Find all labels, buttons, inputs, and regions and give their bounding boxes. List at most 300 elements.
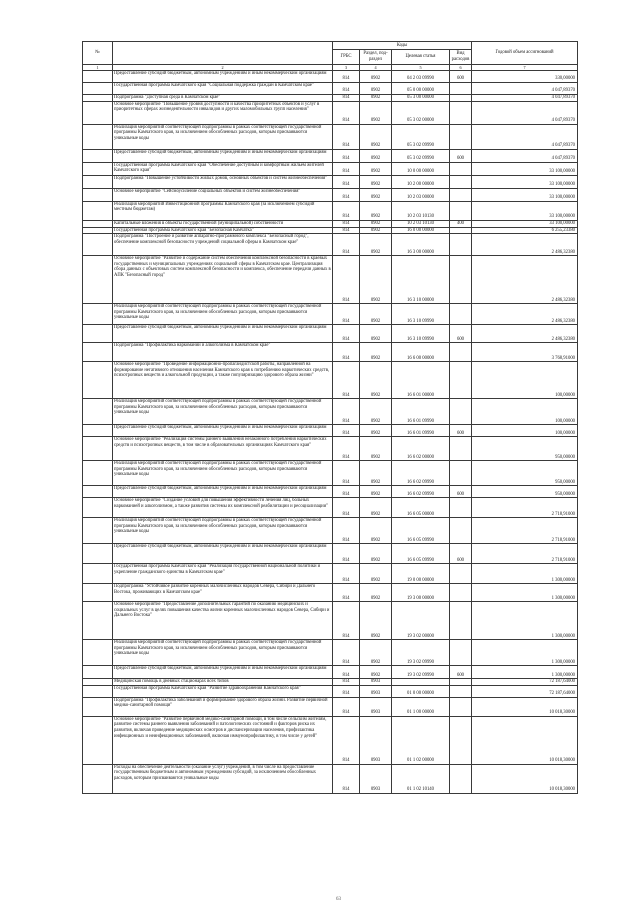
cell-amount: 950,00000: [472, 486, 578, 498]
table-row: [83, 461, 578, 486]
cell-grbs: 814: [333, 227, 360, 234]
header-amount: Годовой объем ассигнований: [472, 42, 578, 65]
cell-expense-type: [450, 716, 472, 764]
cell-grbs: 814: [333, 679, 360, 686]
cell-num: [83, 188, 113, 201]
cell-name: Государственная программа Камчатского края "Обеспечение доступным и комфортным жильем жителей Камчатского края": [113, 162, 333, 175]
cell-amount: 10 018,30000: [472, 716, 578, 764]
cell-target-article: 19 3 02 00000: [392, 602, 450, 640]
header-num: №: [83, 42, 113, 65]
cell-razdel: 0902: [360, 486, 392, 498]
cell-target-article: 16 6 02 09990: [392, 486, 450, 498]
cell-name: Основное мероприятие "Развитие первичной медико-санитарной помощи, в том числе сельским жителям, развитие системы раннего выявления заболеваний и патологических состояний и факторов риска их развития, включая проведение медицинских осмотров и диспансеризации населения, профилактика инфекционных и неинфекционных заболеваний, включая иммунопрофилактику, в том числе у детей": [113, 716, 333, 764]
cell-razdel: 0902: [360, 498, 392, 518]
cell-expense-type: [450, 188, 472, 201]
cell-name: Предоставление субсидий бюджетным, автономным учреждениям и иным некоммерческим организациям: [113, 425, 333, 437]
cell-num: [83, 71, 113, 83]
header-vid: Вид расходов: [450, 50, 472, 65]
cell-amount: 1 300,00000: [472, 666, 578, 679]
cell-grbs: 814: [333, 325, 360, 343]
cell-razdel: 0902: [360, 227, 392, 234]
cell-razdel: 0902: [360, 71, 392, 83]
cell-expense-type: 600: [450, 71, 472, 83]
cell-num: [83, 220, 113, 227]
cell-target-article: 16 6 00 00000: [392, 343, 450, 362]
cell-amount: 72 187,64000: [472, 685, 578, 697]
table-row: [83, 486, 578, 498]
cell-amount: 4 047,89370: [472, 149, 578, 162]
table-row: [83, 602, 578, 640]
cell-name: Предоставление субсидий бюджетным, автономным учреждениям и иным некоммерческим организациям: [113, 486, 333, 498]
cell-grbs: 814: [333, 83, 360, 95]
table-row: [83, 201, 578, 220]
col-number: 1: [83, 65, 113, 71]
cell-name: Предоставление субсидий бюджетным, автономным учреждениям и иным некоммерческим организациям: [113, 325, 333, 343]
cell-grbs: 814: [333, 716, 360, 764]
cell-expense-type: [450, 399, 472, 425]
cell-name: Основное мероприятие "Развитие и содержание систем обеспечения комплексной безопасности в краевых государственных и муниципальных учреждениях социальной сферы в Камчатском крае. Централизация сбора данных с объектовых систем комплексной безопасности и комплекса, обеспечение передачи данных в АПК "Безопасный город": [113, 256, 333, 304]
cell-razdel: 0903: [360, 685, 392, 697]
cell-razdel: 0902: [360, 602, 392, 640]
budget-table: [82, 41, 578, 794]
cell-target-article: 16 6 05 09990: [392, 518, 450, 544]
cell-num: [83, 437, 113, 461]
cell-amount: 100,00000: [472, 399, 578, 425]
cell-expense-type: [450, 679, 472, 686]
cell-target-article: 10 2 03 10130: [392, 201, 450, 220]
cell-target-article: 01 1 02 00000: [392, 716, 450, 764]
cell-razdel: 0902: [360, 362, 392, 399]
cell-target-article: 16 6 05 09990: [392, 544, 450, 564]
cell-target-article: 16 3 00 00000: [392, 234, 450, 256]
cell-razdel: 0902: [360, 461, 392, 486]
cell-target-article: 16 6 02 09990: [392, 461, 450, 486]
table-row: [83, 764, 578, 793]
table-row: [83, 425, 578, 437]
cell-razdel: 0903: [360, 679, 392, 686]
col-number: 4: [360, 65, 392, 71]
table-row: [83, 220, 578, 227]
table-row: [83, 640, 578, 666]
cell-amount: 1 300,00000: [472, 640, 578, 666]
table-row: [83, 362, 578, 399]
cell-grbs: 814: [333, 437, 360, 461]
cell-grbs: 814: [333, 162, 360, 175]
header-grbs: ГРБС: [333, 50, 360, 65]
cell-amount: 950,00000: [472, 437, 578, 461]
cell-expense-type: [450, 95, 472, 102]
cell-grbs: 814: [333, 584, 360, 602]
cell-name: Подпрограмма "Повышение устойчивости жилых домов, основных объектов и систем жизнеобеспечения": [113, 175, 333, 188]
cell-grbs: 814: [333, 175, 360, 188]
cell-name: Реализация мероприятий соответствующей подпрограммы в рамках соответствующей государственной программы Камчатского края, за исключением обособленных расходов, которым присваиваются уникальные коды: [113, 399, 333, 425]
cell-grbs: 814: [333, 518, 360, 544]
table-row: [83, 234, 578, 256]
table-row: [83, 188, 578, 201]
cell-amount: 2 486,32380: [472, 325, 578, 343]
cell-target-article: 10 2 03 00000: [392, 188, 450, 201]
cell-num: [83, 666, 113, 679]
cell-name: Подпрограмма "Доступная среда в Камчатском крае": [113, 95, 333, 102]
cell-expense-type: [450, 584, 472, 602]
cell-num: [83, 362, 113, 399]
cell-num: [83, 201, 113, 220]
col-number: 2: [113, 65, 333, 71]
cell-name: Основное мероприятие "Проведение информационно-пропагандистской работы, направленной на формирование негативного отношения населения Камчатского края к потреблению наркотических средств, психотропных веществ и алкогольной продукции, а также популяризацию здорового образа жизни": [113, 362, 333, 399]
cell-razdel: 0902: [360, 425, 392, 437]
cell-grbs: 814: [333, 425, 360, 437]
cell-amount: 950,00000: [472, 461, 578, 486]
cell-grbs: 814: [333, 362, 360, 399]
cell-target-article: 16 6 02 00000: [392, 437, 450, 461]
cell-amount: 6 255,23380: [472, 227, 578, 234]
table-row: [83, 498, 578, 518]
cell-target-article: 16 0 00 00000: [392, 227, 450, 234]
cell-expense-type: [450, 640, 472, 666]
cell-amount: 3 768,91000: [472, 343, 578, 362]
cell-expense-type: [450, 697, 472, 716]
cell-amount: 4 047,89370: [472, 101, 578, 124]
cell-amount: 33 100,00000: [472, 175, 578, 188]
cell-grbs: 814: [333, 697, 360, 716]
table-row: [83, 437, 578, 461]
cell-razdel: 0902: [360, 124, 392, 149]
cell-num: [83, 685, 113, 697]
cell-amount: 4 047,89370: [472, 124, 578, 149]
cell-num: [83, 325, 113, 343]
cell-expense-type: [450, 304, 472, 325]
table-body: [83, 71, 578, 794]
cell-num: [83, 95, 113, 102]
cell-target-article: 19 0 00 00000: [392, 564, 450, 584]
cell-grbs: 814: [333, 149, 360, 162]
cell-num: [83, 234, 113, 256]
cell-razdel: 0902: [360, 175, 392, 188]
cell-expense-type: 600: [450, 149, 472, 162]
col-number: 3: [333, 65, 360, 71]
cell-target-article: 16 6 01 09990: [392, 425, 450, 437]
cell-grbs: 814: [333, 399, 360, 425]
table-row: [83, 685, 578, 697]
cell-amount: 10 018,30000: [472, 764, 578, 793]
cell-target-article: 01 1 02 10140: [392, 764, 450, 793]
cell-num: [83, 564, 113, 584]
cell-razdel: 0902: [360, 162, 392, 175]
cell-target-article: 16 6 05 00000: [392, 498, 450, 518]
cell-num: [83, 461, 113, 486]
cell-grbs: 814: [333, 602, 360, 640]
cell-num: [83, 304, 113, 325]
cell-target-article: 01 1 00 00000: [392, 697, 450, 716]
cell-amount: 2 486,32380: [472, 256, 578, 304]
header-name: [113, 42, 333, 65]
cell-target-article: 16 3 10 00000: [392, 256, 450, 304]
cell-grbs: 814: [333, 343, 360, 362]
cell-num: [83, 602, 113, 640]
cell-razdel: 0902: [360, 83, 392, 95]
cell-grbs: 814: [333, 201, 360, 220]
cell-target-article: 16 3 10 09990: [392, 304, 450, 325]
cell-name: Подпрограмма "Профилактика заболеваний и формирование здорового образа жизни. Развитие первичной медико-санитарной помощи": [113, 697, 333, 716]
table-row: [83, 256, 578, 304]
cell-grbs: 814: [333, 685, 360, 697]
cell-target-article: 10 0 00 00000: [392, 162, 450, 175]
header-celevaya: Целевая статья: [392, 50, 450, 65]
cell-expense-type: [450, 518, 472, 544]
cell-num: [83, 149, 113, 162]
cell-target-article: 16 3 10 09990: [392, 325, 450, 343]
table-row: [83, 83, 578, 95]
cell-expense-type: [450, 227, 472, 234]
cell-expense-type: 400: [450, 220, 472, 227]
cell-expense-type: [450, 162, 472, 175]
cell-name: Предоставление субсидий бюджетным, автономным учреждениям и иным некоммерческим организациям: [113, 666, 333, 679]
cell-name: Медицинская помощь в дневных стационарах всех типов: [113, 679, 333, 686]
cell-num: [83, 399, 113, 425]
header-codes-group: Коды: [333, 42, 472, 50]
cell-num: [83, 518, 113, 544]
cell-num: [83, 486, 113, 498]
cell-grbs: 814: [333, 220, 360, 227]
table-row: [83, 71, 578, 83]
cell-amount: 33 100,00000: [472, 188, 578, 201]
page-footer-mark: 63: [336, 897, 341, 902]
cell-name: Основное мероприятие "Повышение уровня доступности и качества приоритетных объектов и услуг в приоритетных сферах жизнедеятельности инвалидов и других маломобильных групп населения": [113, 101, 333, 124]
cell-expense-type: [450, 343, 472, 362]
cell-expense-type: [450, 685, 472, 697]
table-row: [83, 101, 578, 124]
cell-name: Основное мероприятие "Предоставление дополнительных гарантий по оказанию медицинских и социальных услуг в целях повышения качества жизни коренных малочисленных народов Севера, Сибири и Дальнего Востока": [113, 602, 333, 640]
cell-razdel: 0902: [360, 399, 392, 425]
cell-grbs: 814: [333, 188, 360, 201]
cell-amount: 2 486,32380: [472, 234, 578, 256]
col-number: 6: [450, 65, 472, 71]
cell-target-article: 04 2 03 09990: [392, 71, 450, 83]
table-row: [83, 716, 578, 764]
cell-target-article: 16 6 01 09990: [392, 399, 450, 425]
cell-expense-type: 600: [450, 425, 472, 437]
table-row: [83, 162, 578, 175]
cell-grbs: 814: [333, 461, 360, 486]
cell-razdel: 0902: [360, 220, 392, 227]
cell-grbs: 814: [333, 564, 360, 584]
cell-razdel: 0902: [360, 101, 392, 124]
cell-amount: 33 100,00000: [472, 162, 578, 175]
table-row: [83, 149, 578, 162]
cell-razdel: 0902: [360, 437, 392, 461]
cell-razdel: 0903: [360, 697, 392, 716]
cell-num: [83, 343, 113, 362]
cell-amount: 1 300,00000: [472, 584, 578, 602]
cell-razdel: 0902: [360, 256, 392, 304]
cell-name: Государственная программа Камчатского края "Безопасная Камчатка": [113, 227, 333, 234]
cell-num: [83, 498, 113, 518]
cell-name: Государственная программа Камчатского края "Реализация государственной национальной политики и укрепление гражданского единства в Камчатском крае": [113, 564, 333, 584]
cell-amount: 2 718,91000: [472, 498, 578, 518]
table-row: [83, 666, 578, 679]
cell-name: Расходы на обеспечение деятельности (оказание услуг) учреждений, в том числе на предоставление государственным бюджетным и автономным учреждениям субсидий, за исключением обособленных расходов, которым присваиваются уникальные коды: [113, 764, 333, 793]
cell-num: [83, 83, 113, 95]
cell-num: [83, 716, 113, 764]
cell-target-article: 05 3 02 09990: [392, 124, 450, 149]
cell-razdel: 0902: [360, 234, 392, 256]
table-row: [83, 697, 578, 716]
cell-expense-type: 600: [450, 544, 472, 564]
cell-target-article: 19 3 02 09990: [392, 640, 450, 666]
cell-razdel: 0902: [360, 149, 392, 162]
cell-expense-type: [450, 437, 472, 461]
cell-name: Основное мероприятие "Создание условий для повышения эффективности лечения лиц, больных наркоманией и алкоголизмом, а также развития системы их комплексной реабилитации и ресоциализации": [113, 498, 333, 518]
cell-amount: 2 718,91000: [472, 518, 578, 544]
cell-grbs: 814: [333, 544, 360, 564]
cell-expense-type: [450, 201, 472, 220]
cell-expense-type: 600: [450, 325, 472, 343]
cell-num: [83, 640, 113, 666]
cell-grbs: 814: [333, 486, 360, 498]
cell-grbs: 814: [333, 124, 360, 149]
table-row: [83, 175, 578, 188]
cell-name: Реализация мероприятий соответствующей подпрограммы в рамках соответствующей государственной программы Камчатского края, за исключением обособленных расходов, которым присваиваются уникальные коды: [113, 461, 333, 486]
cell-name: Реализация мероприятий соответствующей подпрограммы в рамках соответствующей государственной программы Камчатского края, за исключением обособленных расходов, которым присваиваются уникальные коды: [113, 124, 333, 149]
table-row: [83, 544, 578, 564]
cell-num: [83, 425, 113, 437]
cell-name: Предоставление субсидий бюджетным, автономным учреждениям и иным некоммерческим организациям: [113, 149, 333, 162]
cell-target-article: 01 0 00 00000: [392, 685, 450, 697]
cell-num: [83, 175, 113, 188]
cell-grbs: 814: [333, 666, 360, 679]
cell-target-article: 10 2 03 10130: [392, 220, 450, 227]
cell-amount: 10 018,30000: [472, 697, 578, 716]
cell-num: [83, 256, 113, 304]
cell-grbs: 814: [333, 498, 360, 518]
cell-amount: 4 047,89370: [472, 83, 578, 95]
cell-grbs: 814: [333, 640, 360, 666]
cell-expense-type: [450, 175, 472, 188]
cell-razdel: 0902: [360, 564, 392, 584]
cell-name: Реализация мероприятий соответствующей подпрограммы в рамках соответствующей государственной программы Камчатского края, за исключением обособленных расходов, которым присваиваются уникальные коды: [113, 640, 333, 666]
cell-razdel: 0902: [360, 201, 392, 220]
cell-grbs: 814: [333, 71, 360, 83]
cell-name: Капитальные вложения в объекты государственной (муниципальной) собственности: [113, 220, 333, 227]
table-row: [83, 343, 578, 362]
cell-target-article: 05 3 00 00000: [392, 95, 450, 102]
cell-expense-type: [450, 101, 472, 124]
table-row: [83, 518, 578, 544]
cell-target-article: [392, 679, 450, 686]
cell-num: [83, 544, 113, 564]
cell-grbs: 814: [333, 101, 360, 124]
table-row: [83, 679, 578, 686]
cell-num: [83, 101, 113, 124]
cell-expense-type: [450, 256, 472, 304]
cell-name: Подпрограмма "Профилактика наркомании и алкоголизма в Камчатском крае": [113, 343, 333, 362]
cell-razdel: 0902: [360, 518, 392, 544]
cell-target-article: 05 0 00 00000: [392, 83, 450, 95]
cell-razdel: 0903: [360, 716, 392, 764]
cell-name: Реализация мероприятий соответствующей подпрограммы в рамках соответствующей государственной программы Камчатского края, за исключением обособленных расходов, которым присваиваются уникальные коды: [113, 304, 333, 325]
cell-razdel: 0903: [360, 764, 392, 793]
table-row: [83, 399, 578, 425]
cell-grbs: 814: [333, 234, 360, 256]
cell-name: Основное мероприятие "Реализация системы раннего выявления незаконного потребления наркотических средств и психотропных веществ, в том числе в образовательных организациях Камчатского края": [113, 437, 333, 461]
cell-expense-type: [450, 602, 472, 640]
header-razdel: Раздел, под-раздел: [360, 50, 392, 65]
cell-num: [83, 679, 113, 686]
cell-grbs: 814: [333, 95, 360, 102]
cell-target-article: 05 3 02 09990: [392, 149, 450, 162]
cell-num: [83, 124, 113, 149]
cell-name: Основное мероприятие "Сейсмоусиление социальных объектов и систем жизнеобеспечения": [113, 188, 333, 201]
cell-amount: 100,00000: [472, 425, 578, 437]
cell-amount: 4 047,89370: [472, 95, 578, 102]
cell-num: [83, 764, 113, 793]
cell-name: Государственная программа Камчатского края "Развитие здравоохранения Камчатского края": [113, 685, 333, 697]
cell-razdel: 0902: [360, 584, 392, 602]
cell-name: Реализация мероприятий соответствующей подпрограммы в рамках соответствующей государственной программы Камчатского края, за исключением обособленных расходов, которым присваиваются уникальные коды: [113, 518, 333, 544]
cell-amount: 33 100,00000: [472, 220, 578, 227]
cell-expense-type: 600: [450, 666, 472, 679]
cell-razdel: 0902: [360, 544, 392, 564]
col-number: 5: [392, 65, 450, 71]
cell-amount: 330,00000: [472, 71, 578, 83]
cell-amount: 2 718,91000: [472, 544, 578, 564]
cell-razdel: 0902: [360, 325, 392, 343]
table-row: [83, 564, 578, 584]
table-row: [83, 304, 578, 325]
cell-name: Предоставление субсидий бюджетным, автономным учреждениям и иным некоммерческим организациям: [113, 544, 333, 564]
cell-amount: 72 187,64000: [472, 679, 578, 686]
cell-name: Подпрограмма "Устойчивое развитие коренных малочисленных народов Севера, Сибири и Дальнего Востока, проживающих в Камчатском крае": [113, 584, 333, 602]
col-number: 7: [472, 65, 578, 71]
cell-expense-type: [450, 124, 472, 149]
cell-razdel: 0902: [360, 95, 392, 102]
cell-razdel: 0902: [360, 304, 392, 325]
table-row: [83, 584, 578, 602]
table-row: [83, 95, 578, 102]
cell-grbs: 814: [333, 256, 360, 304]
cell-expense-type: [450, 564, 472, 584]
cell-amount: 100,00000: [472, 362, 578, 399]
cell-expense-type: 600: [450, 486, 472, 498]
cell-target-article: 19 3 02 09990: [392, 666, 450, 679]
cell-razdel: 0902: [360, 666, 392, 679]
cell-grbs: 814: [333, 304, 360, 325]
table-row: [83, 325, 578, 343]
cell-amount: 2 486,32380: [472, 304, 578, 325]
cell-razdel: 0902: [360, 640, 392, 666]
cell-amount: 1 300,00000: [472, 564, 578, 584]
cell-name: Реализация мероприятий Инвестиционной программы Камчатского края (за исключением субсидий местным бюджетам): [113, 201, 333, 220]
cell-amount: 1 300,00000: [472, 602, 578, 640]
cell-razdel: 0902: [360, 343, 392, 362]
cell-expense-type: [450, 362, 472, 399]
cell-target-article: 16 6 01 00000: [392, 362, 450, 399]
cell-amount: 33 100,00000: [472, 201, 578, 220]
table-row: [83, 227, 578, 234]
cell-expense-type: [450, 498, 472, 518]
cell-num: [83, 162, 113, 175]
cell-name: Предоставление субсидий бюджетным, автономным учреждениям и иным некоммерческим организациям: [113, 71, 333, 83]
cell-num: [83, 227, 113, 234]
cell-razdel: 0902: [360, 188, 392, 201]
cell-name: Подпрограмма "Построение и развитие аппаратно-программного комплекса "Безопасный город", обеспечение комплексной безопасности учреждений социальной сферы в Камчатском крае": [113, 234, 333, 256]
cell-expense-type: [450, 234, 472, 256]
cell-target-article: 05 3 02 00000: [392, 101, 450, 124]
cell-num: [83, 584, 113, 602]
cell-expense-type: [450, 764, 472, 793]
cell-target-article: 19 3 00 00000: [392, 584, 450, 602]
cell-grbs: 814: [333, 764, 360, 793]
